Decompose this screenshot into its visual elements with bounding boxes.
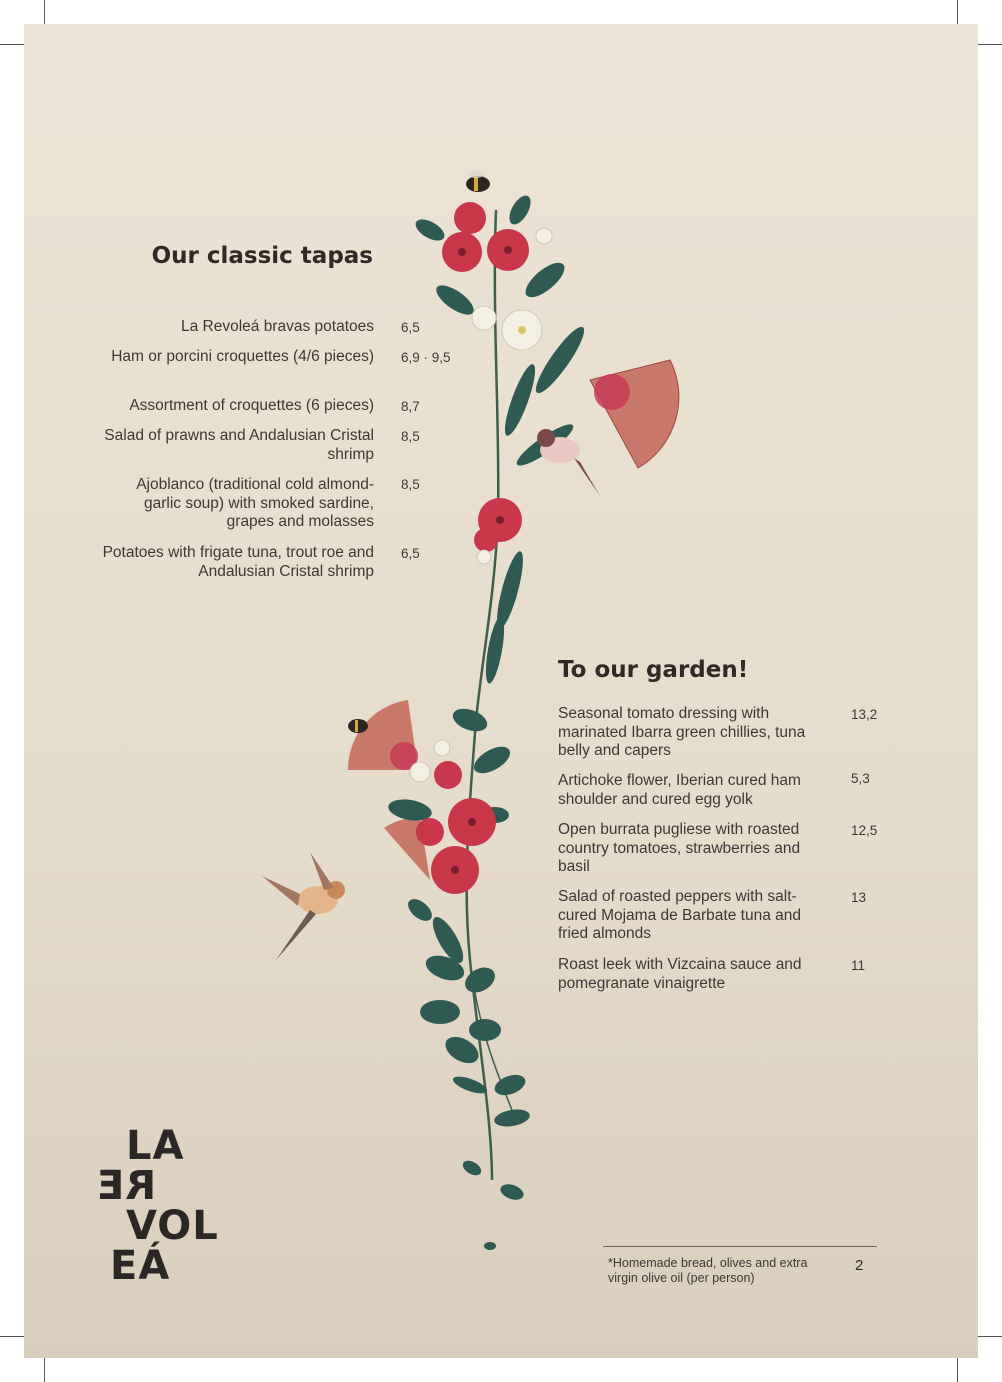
menu-item-price: 12,5 [851,823,878,838]
menu-item-name: Assortment of croquettes (6 pieces) [129,397,374,414]
menu-item-name: Artichoke flower, Iberian cured ham shoulder and cured egg yolk [558,772,801,808]
menu-item-price: 6,5 [401,546,420,561]
menu-item-name: Roast leek with Vizcaina sauce and pomegranate vinaigrette [558,956,802,992]
menu-item-price: 8,5 [401,477,420,492]
section-heading-garden: To our garden! [558,657,749,683]
footnote: *Homemade bread, olives and extra virgin olive oil (per person) [608,1256,808,1285]
menu-item-price: 6,5 [401,320,420,335]
page-number: 2 [855,1257,864,1274]
menu-item-price: 11 [851,958,866,973]
menu-item-price: 13 [851,890,867,905]
menu-item-name: Potatoes with frigate tuna, trout roe and Andalusian Cristal shrimp [102,544,374,580]
logo-line: VOL [126,1203,219,1249]
menu-item-name: Salad of prawns and Andalusian Cristal shrimp [104,427,374,463]
menu-item-name: Ajoblanco (traditional cold almond-garlic soup) with smoked sardine, grapes and molasses [136,476,374,530]
logo-line-mirrored: RE [96,1163,157,1209]
menu-item-price: 8,5 [401,429,420,444]
menu-item-name: Salad of roasted peppers with salt-cured Mojama de Barbate tuna and fried almonds [558,888,801,942]
menu-item-name: La Revoleá bravas potatoes [180,318,374,335]
menu-item-name: Ham or porcini croquettes (4/6 pieces) [111,348,374,365]
restaurant-logo [96,1123,236,1296]
menu-item-name: Open burrata pugliese with roasted country tomatoes, strawberries and basil [558,821,801,875]
logo-line: LA [126,1123,185,1169]
footnote-divider [603,1246,877,1247]
menu-item-price: 6,9 · 9,5 [401,350,451,365]
menu-item-price: 8,7 [401,399,420,414]
menu-item-price: 5,3 [851,771,870,786]
menu-item-price: 13,2 [851,707,878,722]
logo-line [96,1163,157,1209]
logo-line: EÁ [110,1243,171,1289]
section-heading-tapas: Our classic tapas [151,243,373,269]
menu-item-name: Seasonal tomato dressing with marinated Ibarra green chillies, tuna belly and capers [558,705,806,759]
